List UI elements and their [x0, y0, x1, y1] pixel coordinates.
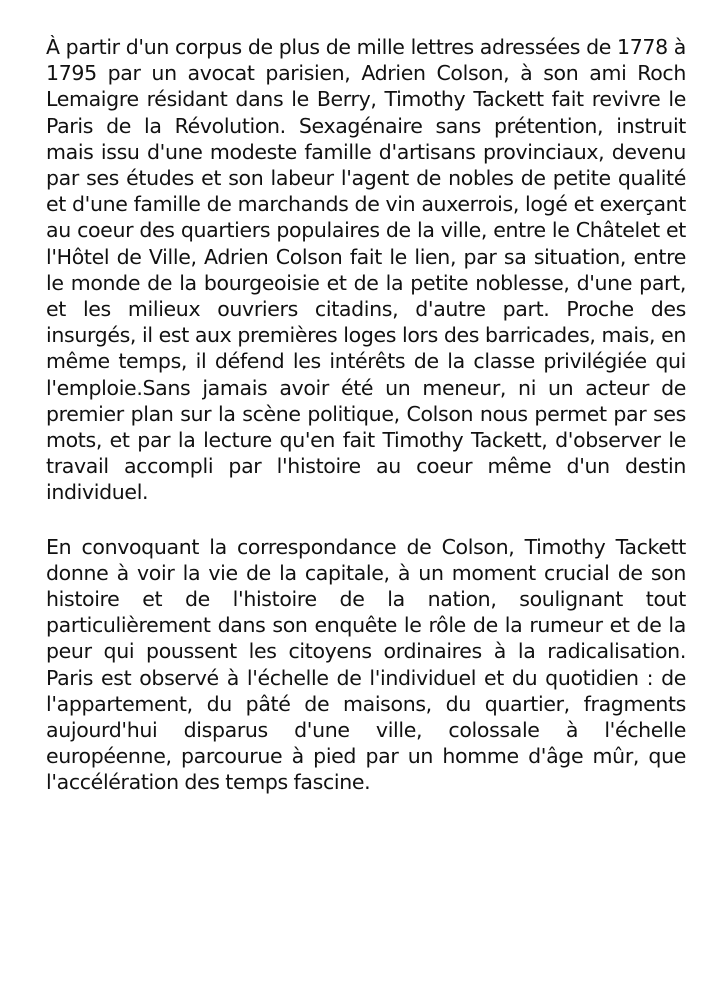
- paragraph-2: En convoquant la correspondance de Colson, Timothy Tackett donne à voir la vie de la capitale, à un moment crucial de son histoire et de l'histoire de la nation, soulignant tout particulièrement dans son enquête le rôle de la rumeur et de la peur qui poussent les citoyens ordinaires à la radicalisation. Paris est observé à l'échelle de l'individuel et du quotidien : de l'appartement, du pâté de maisons, du quartier, fragments aujourd'hui disparus d'une ville, colossale à l'échelle européenne, parcourue à pied par un homme d'âge mûr, que l'accélération des temps fascine.: [46, 534, 686, 795]
- document-page: [46, 34, 686, 796]
- paragraph-1: À partir d'un corpus de plus de mille lettres adressées de 1778 à 1795 par un avocat parisien, Adrien Colson, à son ami Roch Lemaigre résidant dans le Berry, Timothy Tackett fait revivre le Paris de la Révolution. Sexagénaire sans prétention, instruit mais issu d'une modeste famille d'artisans provinciaux, devenu par ses études et son labeur l'agent de nobles de petite qualité et d'une famille de marchands de vin auxerrois, logé et exerçant au coeur des quartiers populaires de la ville, entre le Châtelet et l'Hôtel de Ville, Adrien Colson fait le lien, par sa situation, entre le monde de la bourgeoisie et de la petite noblesse, d'une part, et les milieux ouvriers citadins, d'autre part. Proche des insurgés, il est aux premières loges lors des barricades, mais, en même temps, il défend les intérêts de la classe privilégiée qui l'emploie.Sans jamais avoir été un meneur, ni un acteur de premier plan sur la scène politique, Colson nous permet par ses mots, et par la lecture qu'en fait Timothy Tackett, d'observer le travail accompli par l'histoire au coeur même d'un destin individuel.: [46, 35, 686, 505]
